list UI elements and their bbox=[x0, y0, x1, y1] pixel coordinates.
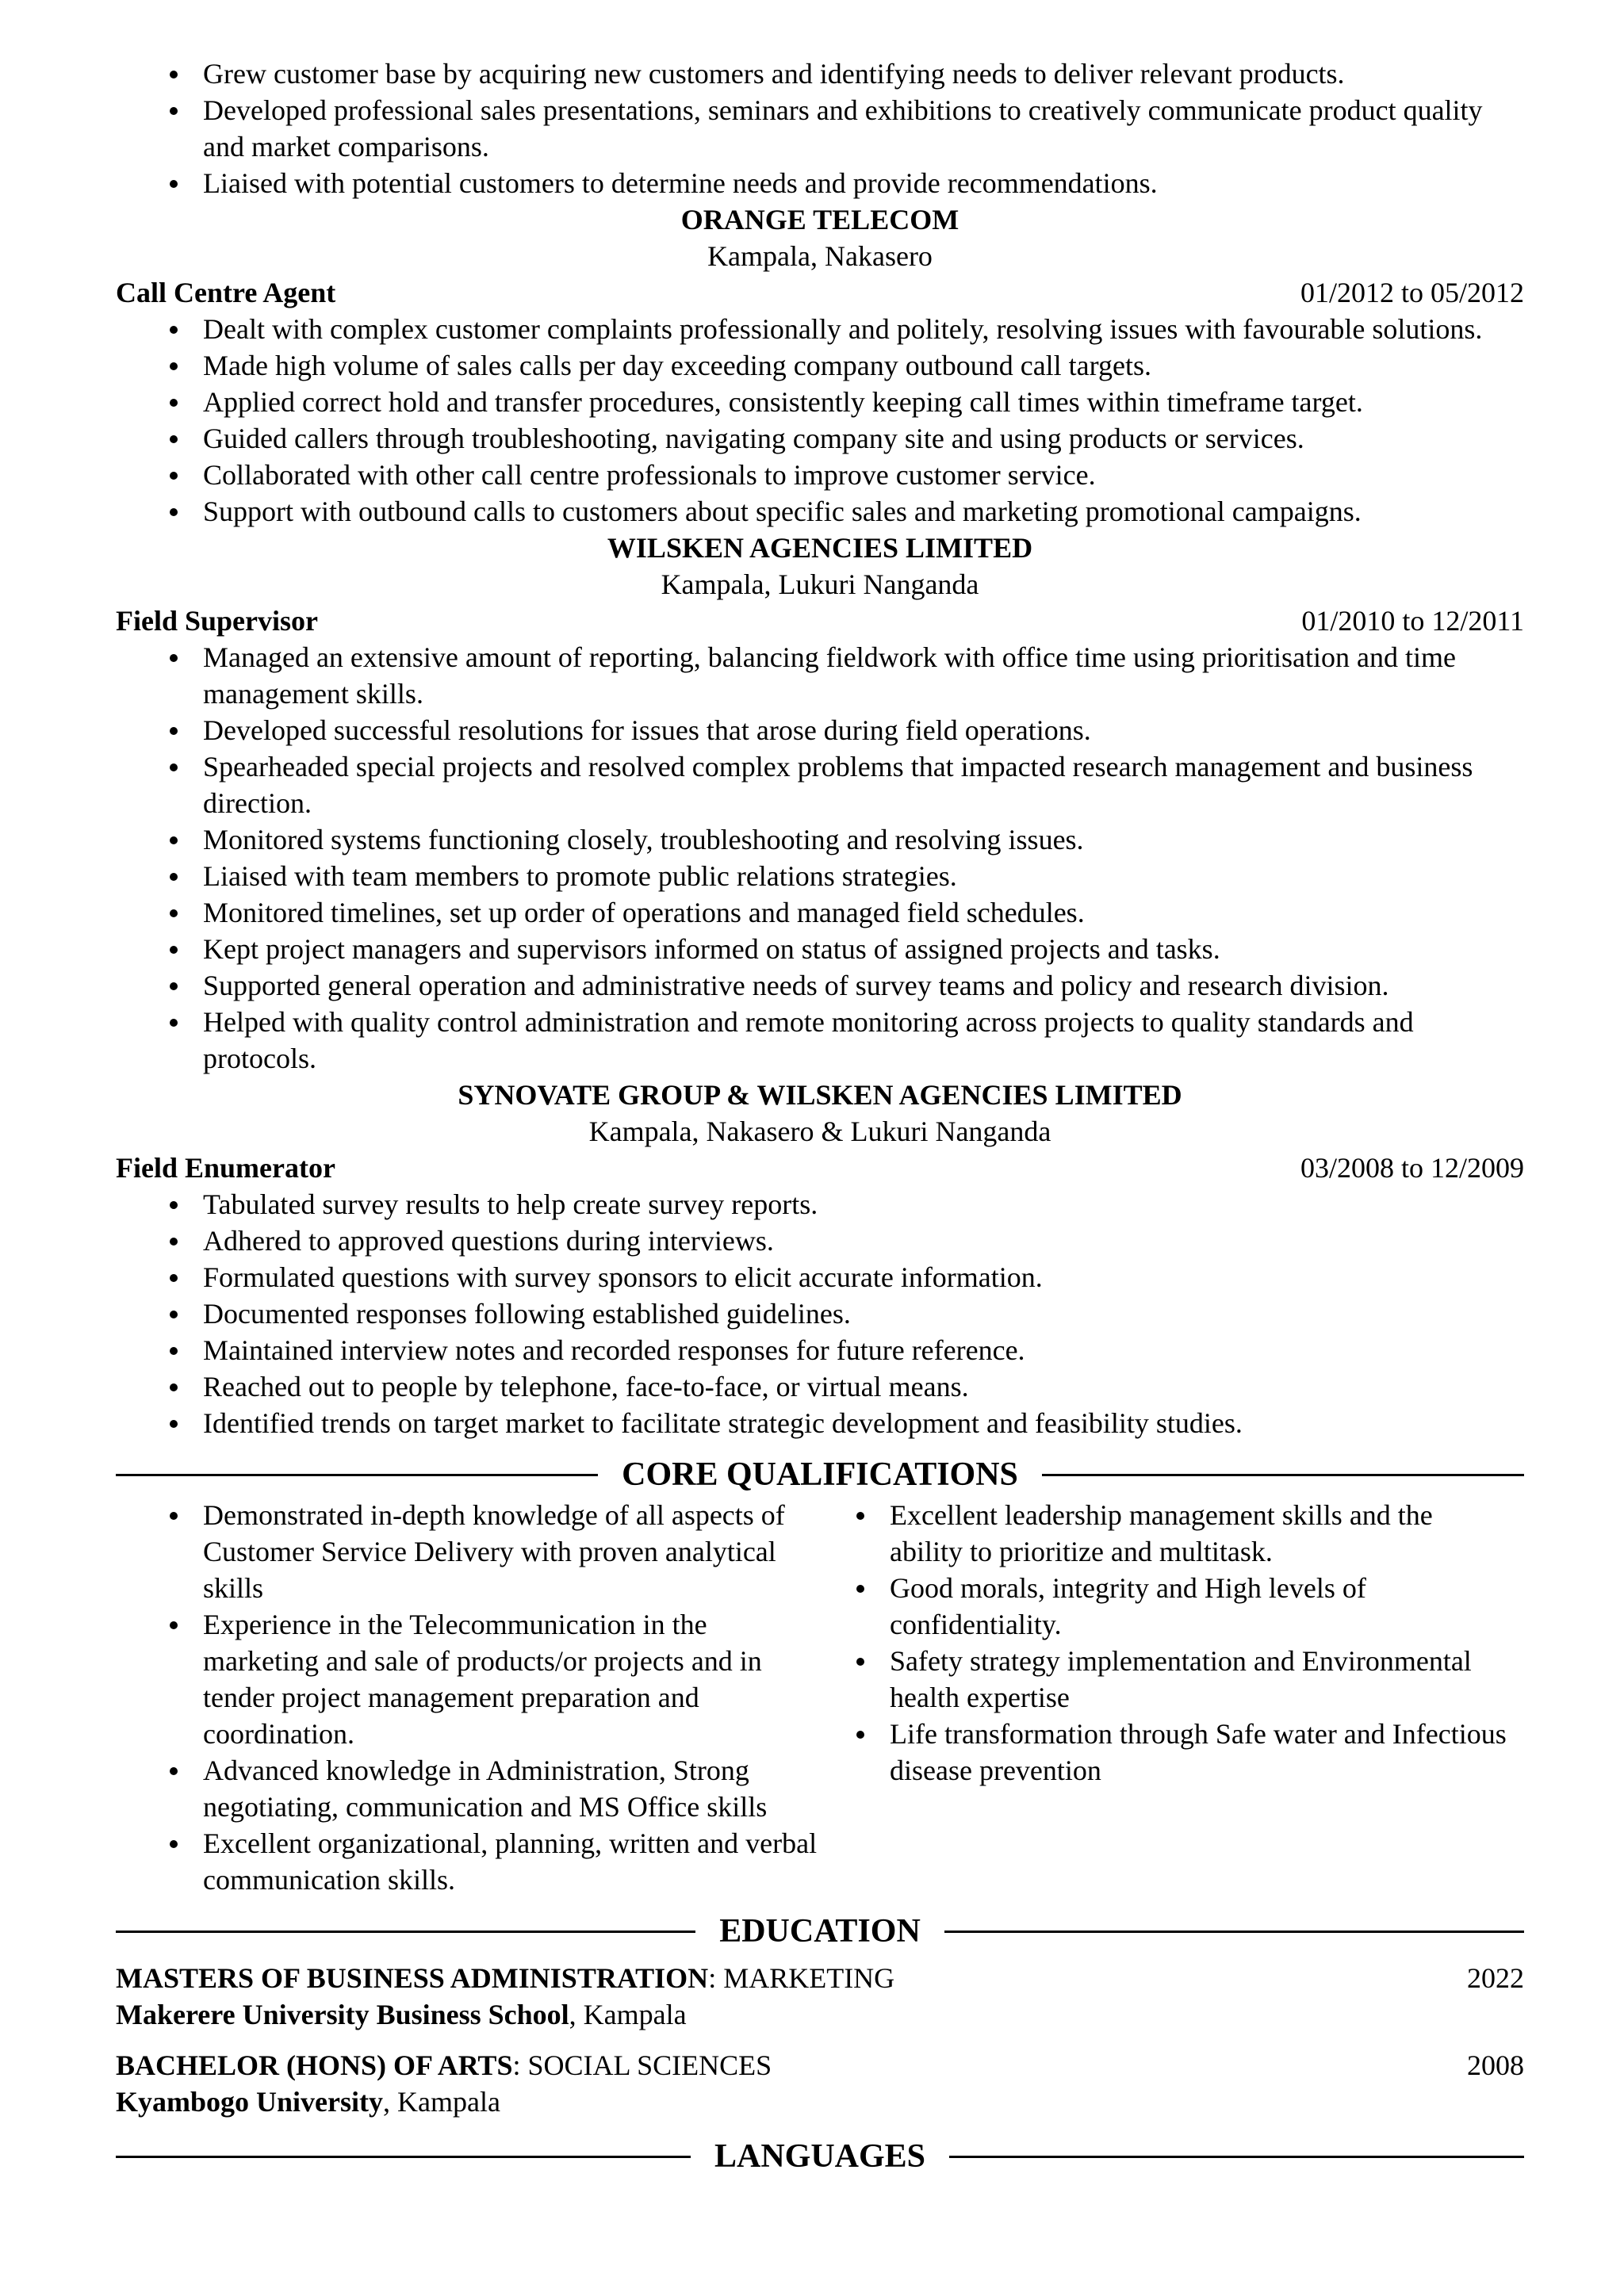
qualifications-columns bbox=[116, 1497, 1524, 1898]
company-name: WILSKEN AGENCIES LIMITED bbox=[607, 532, 1033, 564]
divider bbox=[116, 1474, 598, 1476]
company-location: Kampala, Lukuri Nanganda bbox=[661, 568, 979, 600]
list-item: Supported general operation and administrative needs of survey teams and policy and research division. bbox=[116, 967, 1524, 1004]
education-entry bbox=[116, 2047, 1524, 2120]
resume-page bbox=[116, 55, 1524, 2179]
school bbox=[116, 2084, 1524, 2120]
list-item: Demonstrated in-depth knowledge of all aspects of Customer Service Delivery with proven analytical skills bbox=[116, 1497, 820, 1606]
section-title: LANGUAGES bbox=[714, 2138, 926, 2175]
divider bbox=[1042, 1474, 1524, 1476]
list-item: Advanced knowledge in Administration, Strong negotiating, communication and MS Office skills bbox=[116, 1752, 820, 1825]
school-name: Kyambogo University bbox=[116, 2086, 383, 2118]
job-entry bbox=[116, 530, 1524, 1077]
list-item: Good morals, integrity and High levels of confidentiality. bbox=[802, 1570, 1507, 1643]
school-name: Makerere University Business School bbox=[116, 1999, 569, 2030]
previous-job-bullets bbox=[116, 55, 1524, 201]
job-title: Field Supervisor bbox=[116, 605, 319, 637]
list-item: Developed professional sales presentations, seminars and exhibitions to creatively communicate product quality and market comparisons. bbox=[116, 92, 1524, 165]
job-header bbox=[116, 274, 1524, 311]
job-entry bbox=[116, 1077, 1524, 1441]
degree-field: : SOCIAL SCIENCES bbox=[512, 2049, 772, 2081]
education-entry bbox=[116, 1960, 1524, 2033]
divider bbox=[949, 2156, 1524, 2158]
school-city: , Kampala bbox=[569, 1999, 687, 2030]
list-item: Monitored systems functioning closely, troubleshooting and resolving issues. bbox=[116, 821, 1524, 858]
degree bbox=[116, 1960, 894, 1996]
list-item: Dealt with complex customer complaints professionally and politely, resolving issues with favourable solutions. bbox=[116, 311, 1524, 347]
section-heading-education bbox=[116, 1909, 1524, 1954]
list-item: Formulated questions with survey sponsors to elicit accurate information. bbox=[116, 1259, 1524, 1295]
company-name: SYNOVATE GROUP & WILSKEN AGENCIES LIMITED bbox=[458, 1079, 1182, 1111]
graduation-year: 2008 bbox=[1467, 2049, 1524, 2081]
degree-name: BACHELOR (HONS) OF ARTS bbox=[116, 2049, 513, 2081]
list-item: Excellent leadership management skills and the ability to prioritize and multitask. bbox=[802, 1497, 1507, 1570]
list-item: Kept project managers and supervisors informed on status of assigned projects and tasks. bbox=[116, 931, 1524, 967]
divider bbox=[116, 2156, 691, 2158]
job-title: Call Centre Agent bbox=[116, 277, 336, 308]
degree bbox=[116, 2047, 772, 2084]
education-header bbox=[116, 2047, 1524, 2084]
qualifications-right-list bbox=[802, 1497, 1507, 1898]
job-dates: 03/2008 to 12/2009 bbox=[1300, 1152, 1524, 1184]
company-location: Kampala, Nakasero bbox=[707, 240, 933, 272]
list-item: Grew customer base by acquiring new customers and identifying needs to deliver relevant products. bbox=[116, 55, 1524, 92]
list-item: Reached out to people by telephone, face-to-face, or virtual means. bbox=[116, 1368, 1524, 1405]
job-dates: 01/2012 to 05/2012 bbox=[1300, 277, 1524, 308]
list-item: Collaborated with other call centre professionals to improve customer service. bbox=[116, 457, 1524, 493]
list-item: Maintained interview notes and recorded responses for future reference. bbox=[116, 1332, 1524, 1368]
list-item: Helped with quality control administration and remote monitoring across projects to quality standards and protocols. bbox=[116, 1004, 1524, 1077]
degree-field: : MARKETING bbox=[708, 1962, 895, 1994]
list-item: Applied correct hold and transfer procedures, consistently keeping call times within timeframe target. bbox=[116, 384, 1524, 420]
degree-name: MASTERS OF BUSINESS ADMINISTRATION bbox=[116, 1962, 709, 1994]
qualifications-left-list bbox=[116, 1497, 820, 1898]
education-header bbox=[116, 1960, 1524, 1996]
list-item: Spearheaded special projects and resolved complex problems that impacted research management and business direction. bbox=[116, 748, 1524, 821]
job-header bbox=[116, 603, 1524, 639]
list-item: Identified trends on target market to facilitate strategic development and feasibility studies. bbox=[116, 1405, 1524, 1441]
list-item: Developed successful resolutions for issues that arose during field operations. bbox=[116, 712, 1524, 748]
divider bbox=[944, 1931, 1524, 1933]
job-bullets bbox=[116, 1186, 1524, 1441]
list-item: Documented responses following established guidelines. bbox=[116, 1295, 1524, 1332]
job-bullets bbox=[116, 311, 1524, 530]
job-bullets bbox=[116, 639, 1524, 1077]
graduation-year: 2022 bbox=[1467, 1962, 1524, 1994]
list-item: Safety strategy implementation and Environmental health expertise bbox=[802, 1643, 1507, 1716]
list-item: Managed an extensive amount of reporting, balancing fieldwork with office time using prioritisation and time management skills. bbox=[116, 639, 1524, 712]
list-item: Monitored timelines, set up order of operations and managed field schedules. bbox=[116, 894, 1524, 931]
section-heading-core-qualifications bbox=[116, 1452, 1524, 1497]
school bbox=[116, 1996, 1524, 2033]
job-title: Field Enumerator bbox=[116, 1152, 335, 1184]
section-title: EDUCATION bbox=[719, 1913, 921, 1950]
job-header bbox=[116, 1150, 1524, 1186]
list-item: Guided callers through troubleshooting, navigating company site and using products or services. bbox=[116, 420, 1524, 457]
list-item: Excellent organizational, planning, written and verbal communication skills. bbox=[116, 1825, 820, 1898]
list-item: Experience in the Telecommunication in the marketing and sale of products/or projects and in tender project management preparation and coordination. bbox=[116, 1606, 820, 1752]
list-item: Tabulated survey results to help create survey reports. bbox=[116, 1186, 1524, 1223]
section-title: CORE QUALIFICATIONS bbox=[622, 1456, 1018, 1493]
list-item: Support with outbound calls to customers about specific sales and marketing promotional campaigns. bbox=[116, 493, 1524, 530]
company-location: Kampala, Nakasero & Lukuri Nanganda bbox=[588, 1115, 1051, 1147]
job-entry bbox=[116, 201, 1524, 530]
divider bbox=[116, 1931, 695, 1933]
list-item: Adhered to approved questions during interviews. bbox=[116, 1223, 1524, 1259]
section-heading-languages bbox=[116, 2134, 1524, 2179]
list-item: Life transformation through Safe water and Infectious disease prevention bbox=[802, 1716, 1507, 1789]
job-dates: 01/2010 to 12/2011 bbox=[1301, 605, 1524, 637]
school-city: , Kampala bbox=[383, 2086, 500, 2118]
list-item: Liaised with team members to promote public relations strategies. bbox=[116, 858, 1524, 894]
list-item: Liaised with potential customers to determine needs and provide recommendations. bbox=[116, 165, 1524, 201]
company-name: ORANGE TELECOM bbox=[680, 204, 959, 235]
list-item: Made high volume of sales calls per day exceeding company outbound call targets. bbox=[116, 347, 1524, 384]
